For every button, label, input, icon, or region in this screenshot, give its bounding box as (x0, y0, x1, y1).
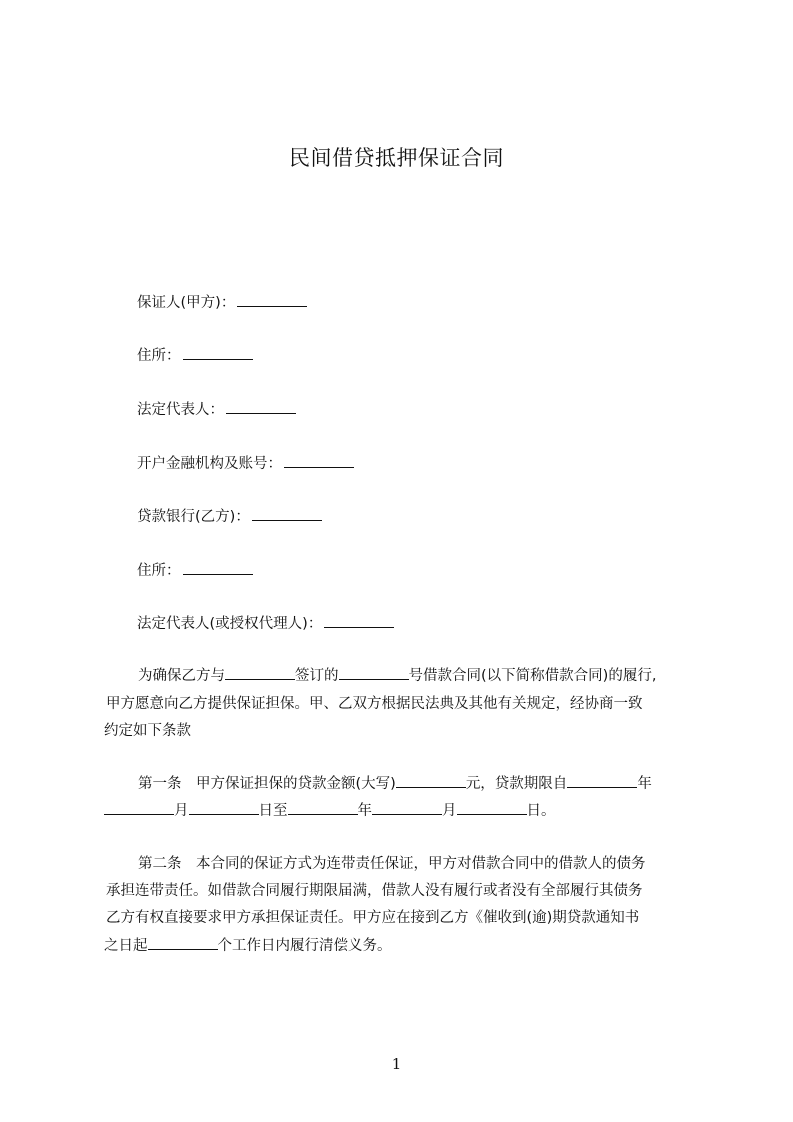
article-2-line-4: 之日起 个工作日内履行清偿义务。 (104, 934, 392, 955)
preamble-line-3: 约定如下条款 (104, 723, 191, 739)
fill-in-blank[interactable] (189, 800, 259, 815)
lender-bank-field (137, 505, 322, 526)
field-label: 贷款银行(乙方)： (137, 509, 250, 525)
field-label: 开户金融机构及账号： (137, 456, 282, 472)
field-label: 法定代表人(或授权代理人)： (137, 616, 323, 632)
preamble-line-2: 甲方愿意向乙方提供保证担保。甲、乙双方根据民法典及其他有关规定，经协商一致 (106, 696, 643, 712)
fill-in-blank[interactable] (226, 399, 296, 414)
field-label: 保证人(甲方)： (137, 295, 236, 311)
fill-in-blank[interactable] (284, 453, 354, 468)
field-label: 住所： (137, 563, 181, 579)
fill-in-blank[interactable] (396, 773, 466, 788)
lender-legal-rep-field (137, 612, 394, 633)
fill-in-blank[interactable] (183, 560, 253, 575)
guarantor-field (137, 291, 307, 312)
article-2-line-1: 第二条 本合同的保证方式为连带责任保证，甲方对借款合同中的借款人的债务 (138, 856, 646, 872)
article-1-line-2: 月 日至 年 月 日。 (104, 799, 556, 820)
article-2-line-2: 承担连带责任。如借款合同履行期限届满，借款人没有履行或者没有全部履行其债务 (106, 883, 643, 899)
fill-in-blank[interactable] (339, 665, 409, 680)
fill-in-blank[interactable] (148, 935, 218, 950)
document-title: 民间借贷抵押保证合同 (289, 146, 504, 170)
article-2-line-3: 乙方有权直接要求甲方承担保证责任。甲方应在接到乙方《催收到(逾)期贷款通知书 (106, 910, 640, 926)
article-1-line-1: 第一条 甲方保证担保的贷款金额(大写) 元，贷款期限自 年 (138, 772, 652, 793)
bank-account-field (137, 452, 354, 473)
fill-in-blank[interactable] (225, 665, 295, 680)
fill-in-blank[interactable] (324, 613, 394, 628)
field-label: 法定代表人： (137, 402, 224, 418)
fill-in-blank[interactable] (183, 345, 253, 360)
fill-in-blank[interactable] (567, 773, 637, 788)
lender-address-field (137, 559, 253, 580)
preamble-line-1: 为确保乙方与 签订的 号借款合同(以下简称借款合同)的履行, (138, 664, 656, 685)
page-number: 1 (391, 1055, 402, 1073)
guarantor-legal-rep-field (137, 398, 296, 419)
fill-in-blank[interactable] (252, 506, 322, 521)
fill-in-blank[interactable] (288, 800, 358, 815)
field-label: 住所： (137, 348, 181, 364)
fill-in-blank[interactable] (237, 292, 307, 307)
fill-in-blank[interactable] (457, 800, 527, 815)
fill-in-blank[interactable] (372, 800, 442, 815)
fill-in-blank[interactable] (104, 800, 174, 815)
guarantor-address-field (137, 344, 253, 365)
